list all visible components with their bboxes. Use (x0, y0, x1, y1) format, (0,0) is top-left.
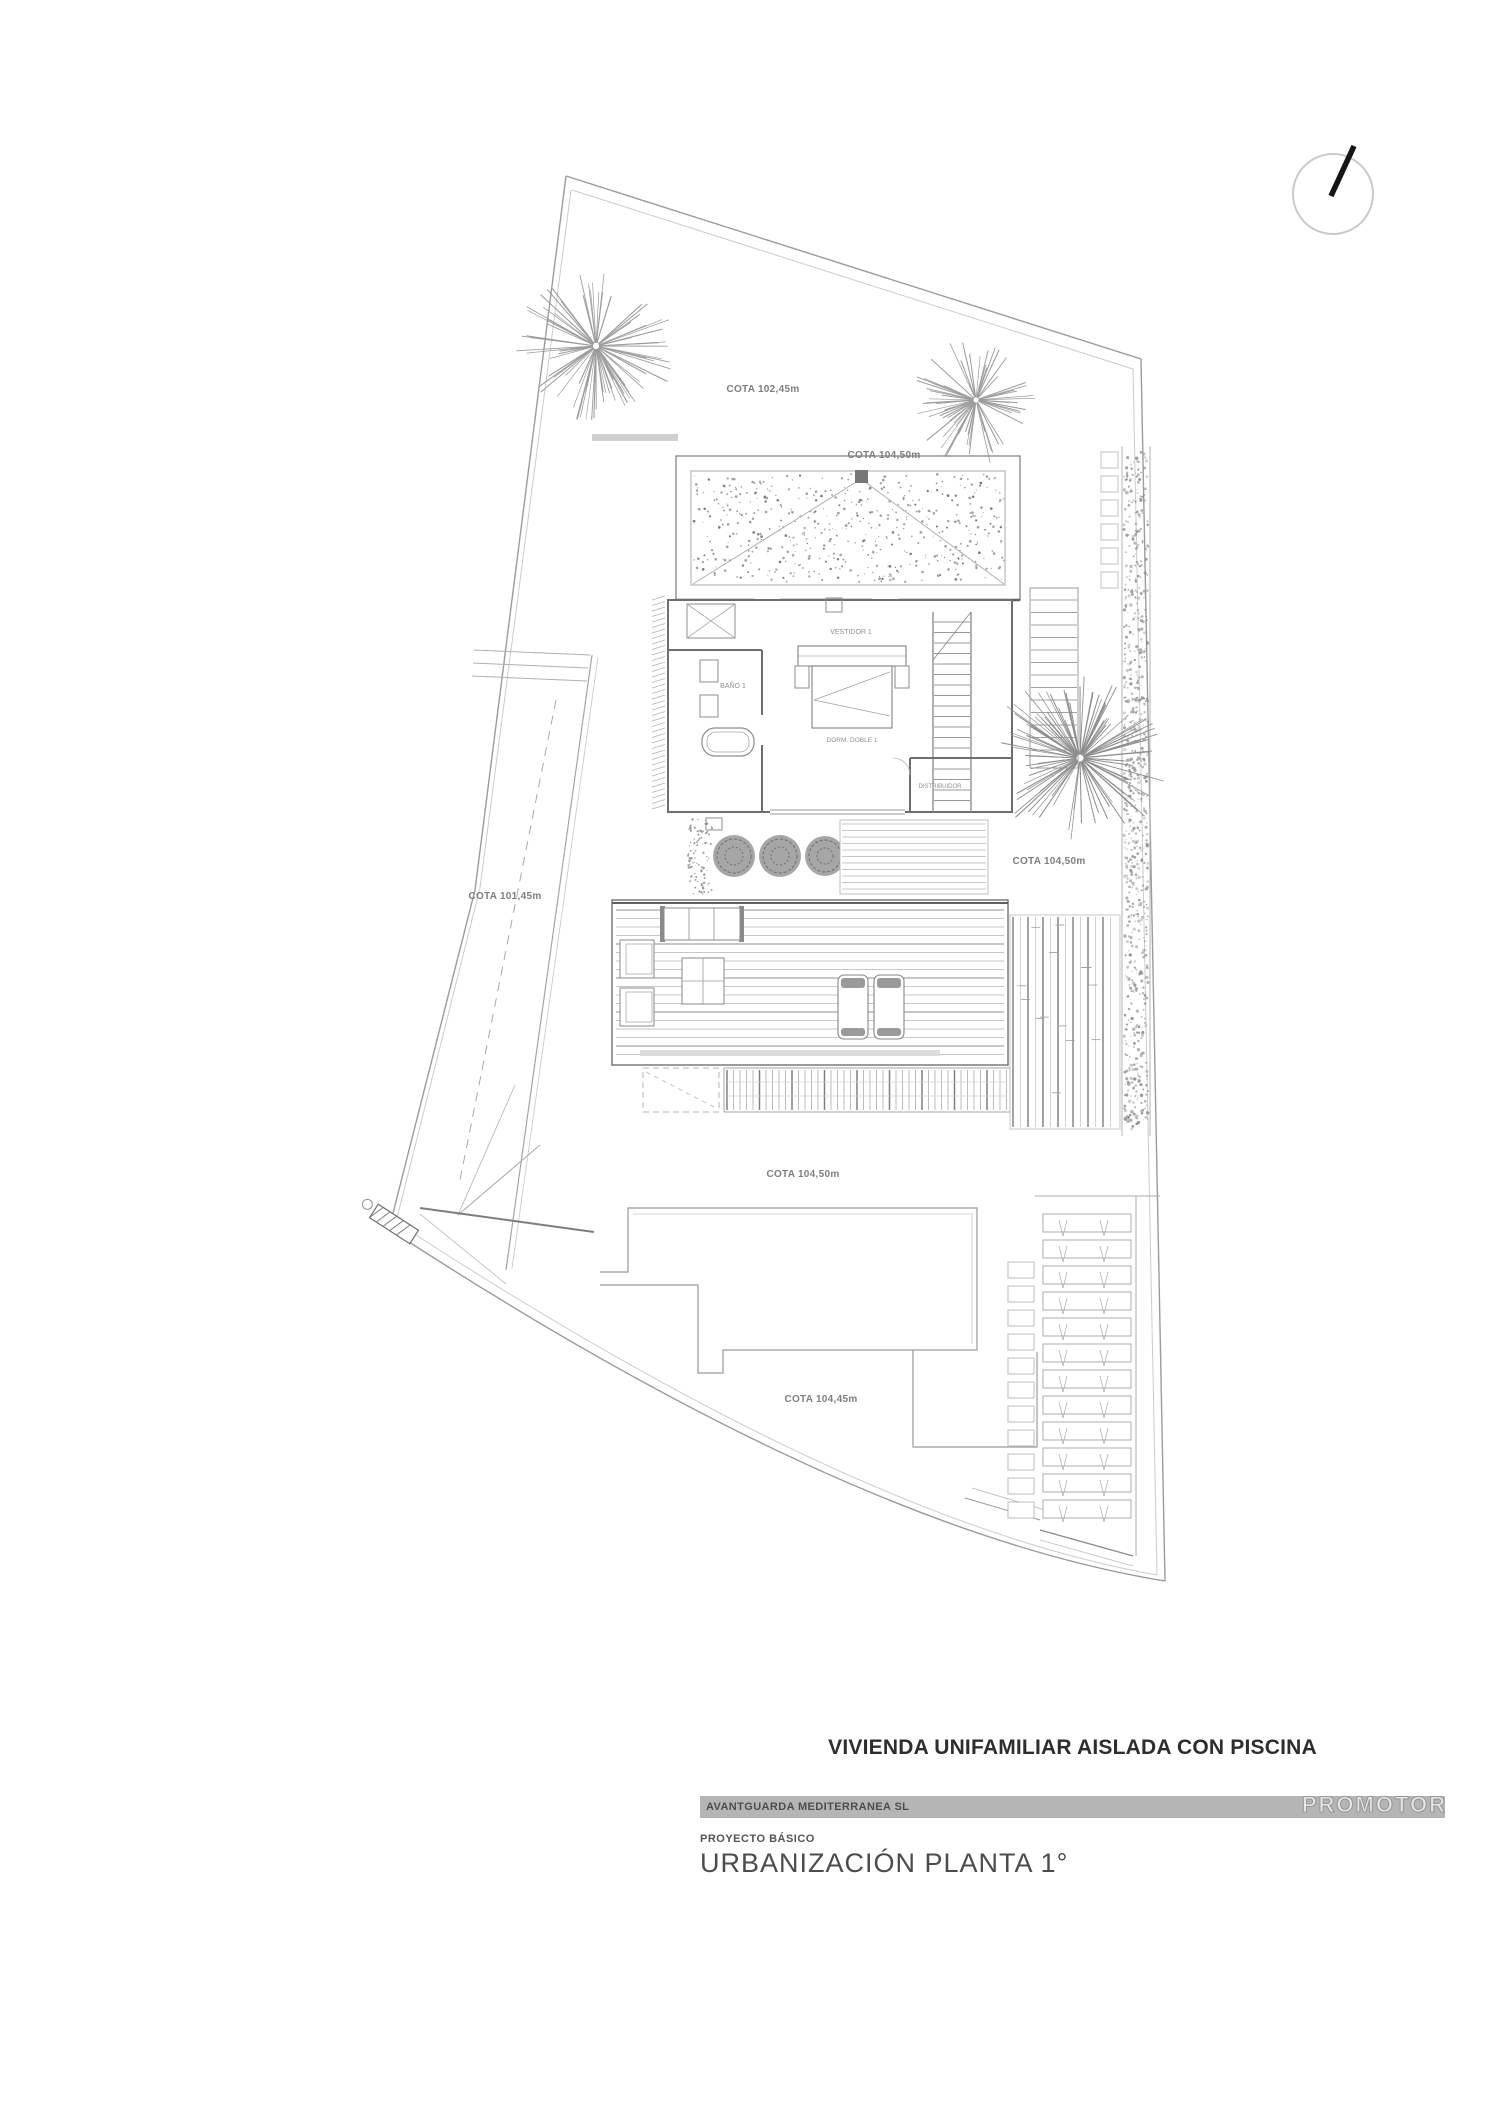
sofa (620, 988, 654, 1026)
room-label-hall: DISTRIBUIDOR (918, 784, 962, 790)
cota-label: COTA 101,45m (468, 891, 542, 902)
cota-label: COTA 104,50m (1012, 856, 1086, 867)
cota-label: COTA 104,50m (766, 1169, 840, 1180)
project-phase: PROYECTO BÁSICO (700, 1833, 815, 1845)
outdoor-table (660, 906, 744, 942)
deck-terrace (612, 900, 1008, 1065)
cota-label: COTA 104,45m (784, 1394, 858, 1405)
terraced-planters (1008, 1196, 1160, 1566)
tree-icon (516, 274, 670, 420)
pergola (1010, 915, 1120, 1129)
cota-label: COTA 102,45m (726, 384, 800, 395)
room-label-bedroom: DORM. DOBLE 1 (826, 737, 878, 744)
company-name: AVANTGUARDA MEDITERRANEA SL (706, 1801, 910, 1813)
sofa (620, 940, 654, 978)
gravel-terrace (592, 434, 1020, 604)
north-arrow-icon (1293, 146, 1373, 234)
drawing-title: URBANIZACIÓN PLANTA 1° (700, 1848, 1069, 1878)
project-title: VIVIENDA UNIFAMILIAR AISLADA CON PISCINA (828, 1736, 1317, 1759)
title-block (700, 1736, 1445, 1879)
double-bed (795, 646, 909, 728)
promoter-label: PROMOTOR (1301, 1792, 1447, 1817)
promoter-bar (700, 1792, 1447, 1818)
bush-tree (805, 836, 845, 876)
cota-label: COTA 104,50m (847, 450, 921, 461)
sun-lounger (838, 975, 868, 1039)
driveway (358, 650, 598, 1284)
room-label-dressing: VESTIDOR 1 (830, 629, 872, 636)
planting-band (687, 818, 988, 895)
coffee-table (682, 958, 724, 1004)
bush-tree (759, 835, 801, 877)
tree-icon (917, 343, 1035, 463)
dashed-patio (643, 1068, 719, 1112)
sun-lounger (874, 975, 904, 1039)
roof-drain (855, 470, 868, 483)
bathtub (702, 728, 754, 756)
room-label-bath: BAÑO 1 (720, 683, 746, 690)
plank-walkway (724, 1068, 1010, 1112)
entrance-gate (358, 1197, 419, 1244)
bush-tree (713, 835, 755, 877)
lower-floor-outline (600, 1208, 1045, 1520)
